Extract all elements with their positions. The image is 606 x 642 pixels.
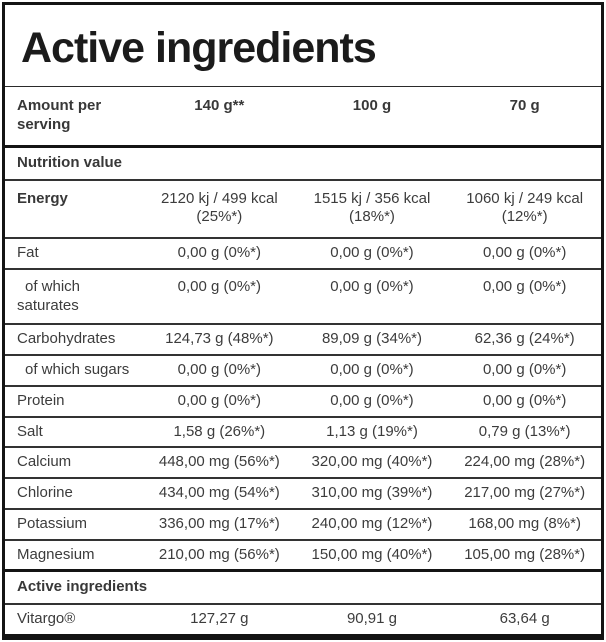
row-label-protein: Protein	[5, 386, 143, 417]
sugars-value-100g: 0,00 g (0%*)	[296, 355, 449, 386]
row-label-saturates: of which saturates	[5, 269, 143, 325]
header-col-70g: 70 g	[448, 87, 601, 146]
row-energy	[5, 180, 601, 239]
vitargo-value-140g: 127,27 g	[190, 610, 249, 628]
section-nutrition-value	[5, 146, 601, 179]
salt-value-100g: 1,13 g (19%*)	[296, 417, 449, 448]
row-label-vitargo: Vitargo®	[17, 610, 76, 628]
magnesium-value-140g: 210,00 mg (56%*)	[143, 540, 296, 571]
row-potassium	[5, 509, 601, 540]
fat-value-100g: 0,00 g (0%*)	[296, 238, 449, 269]
energy-value-100g	[296, 180, 449, 239]
energy-percent-100g: (18%*)	[349, 208, 395, 226]
energy-percent-70g: (12%*)	[501, 208, 548, 226]
nutrition-table	[5, 87, 601, 634]
page-title: Active ingredients	[21, 24, 376, 72]
row-calcium	[5, 447, 601, 478]
row-salt	[5, 417, 601, 448]
section-active-ingredients-label: Active ingredients	[5, 571, 601, 604]
calcium-value-100g: 320,00 mg (40%*)	[296, 447, 449, 478]
row-label-potassium: Potassium	[5, 509, 143, 540]
row-protein	[5, 386, 601, 417]
protein-value-100g: 0,00 g (0%*)	[296, 386, 449, 417]
saturates-value-100g: 0,00 g (0%*)	[296, 269, 449, 325]
row-chlorine	[5, 478, 601, 509]
salt-value-70g: 0,79 g (13%*)	[448, 417, 601, 448]
row-label-carbohydrates: Carbohydrates	[5, 324, 143, 355]
energy-amount-100g: 1515 kj / 356 kcal	[313, 189, 431, 207]
row-label-salt: Salt	[5, 417, 143, 448]
row-vitargo	[5, 604, 601, 634]
calcium-value-140g: 448,00 mg (56%*)	[143, 447, 296, 478]
sugars-value-140g: 0,00 g (0%*)	[143, 355, 296, 386]
section-active-ingredients	[5, 571, 601, 604]
magnesium-value-100g: 150,00 mg (40%*)	[296, 540, 449, 571]
chlorine-value-70g: 217,00 mg (27%*)	[448, 478, 601, 509]
section-nutrition-value-label: Nutrition value	[5, 146, 601, 179]
row-sugars	[5, 355, 601, 386]
row-label-magnesium: Magnesium	[5, 540, 143, 571]
table-header-row	[5, 87, 601, 146]
header-col-140g: 140 g**	[143, 87, 296, 146]
potassium-value-100g: 240,00 mg (12%*)	[296, 509, 449, 540]
row-label-sugars: of which sugars	[5, 355, 143, 386]
energy-value-140g	[143, 180, 296, 239]
header-col-100g: 100 g	[296, 87, 449, 146]
carbohydrates-value-140g: 124,73 g (48%*)	[143, 324, 296, 355]
row-carbohydrates	[5, 324, 601, 355]
carbohydrates-value-70g: 62,36 g (24%*)	[448, 324, 601, 355]
protein-value-140g: 0,00 g (0%*)	[143, 386, 296, 417]
sugars-value-70g: 0,00 g (0%*)	[448, 355, 601, 386]
row-fat	[5, 238, 601, 269]
calcium-value-70g: 224,00 mg (28%*)	[448, 447, 601, 478]
chlorine-value-100g: 310,00 mg (39%*)	[296, 478, 449, 509]
row-saturates	[5, 269, 601, 325]
nutrition-label-panel	[2, 2, 604, 640]
fat-value-140g: 0,00 g (0%*)	[143, 238, 296, 269]
potassium-value-140g: 336,00 mg (17%*)	[143, 509, 296, 540]
vitargo-value-70g: 63,64 g	[499, 610, 550, 628]
chlorine-value-140g: 434,00 mg (54%*)	[143, 478, 296, 509]
row-magnesium	[5, 540, 601, 571]
saturates-value-140g: 0,00 g (0%*)	[143, 269, 296, 325]
magnesium-value-70g: 105,00 mg (28%*)	[448, 540, 601, 571]
title-block	[5, 5, 601, 87]
header-amount-per-serving: Amount per serving	[5, 87, 143, 146]
row-label-fat: Fat	[5, 238, 143, 269]
carbohydrates-value-100g: 89,09 g (34%*)	[296, 324, 449, 355]
row-label-energy: Energy	[5, 180, 143, 239]
protein-value-70g: 0,00 g (0%*)	[448, 386, 601, 417]
energy-percent-140g: (25%*)	[196, 208, 243, 226]
potassium-value-70g: 168,00 mg (8%*)	[448, 509, 601, 540]
energy-amount-70g: 1060 kj / 249 kcal	[466, 189, 584, 207]
fat-value-70g: 0,00 g (0%*)	[448, 238, 601, 269]
row-label-chlorine: Chlorine	[5, 478, 143, 509]
energy-amount-140g: 2120 kj / 499 kcal	[160, 189, 278, 207]
saturates-value-70g: 0,00 g (0%*)	[448, 269, 601, 325]
row-label-calcium: Calcium	[5, 447, 143, 478]
salt-value-140g: 1,58 g (26%*)	[143, 417, 296, 448]
vitargo-value-100g: 90,91 g	[346, 610, 397, 628]
energy-value-70g	[448, 180, 601, 239]
